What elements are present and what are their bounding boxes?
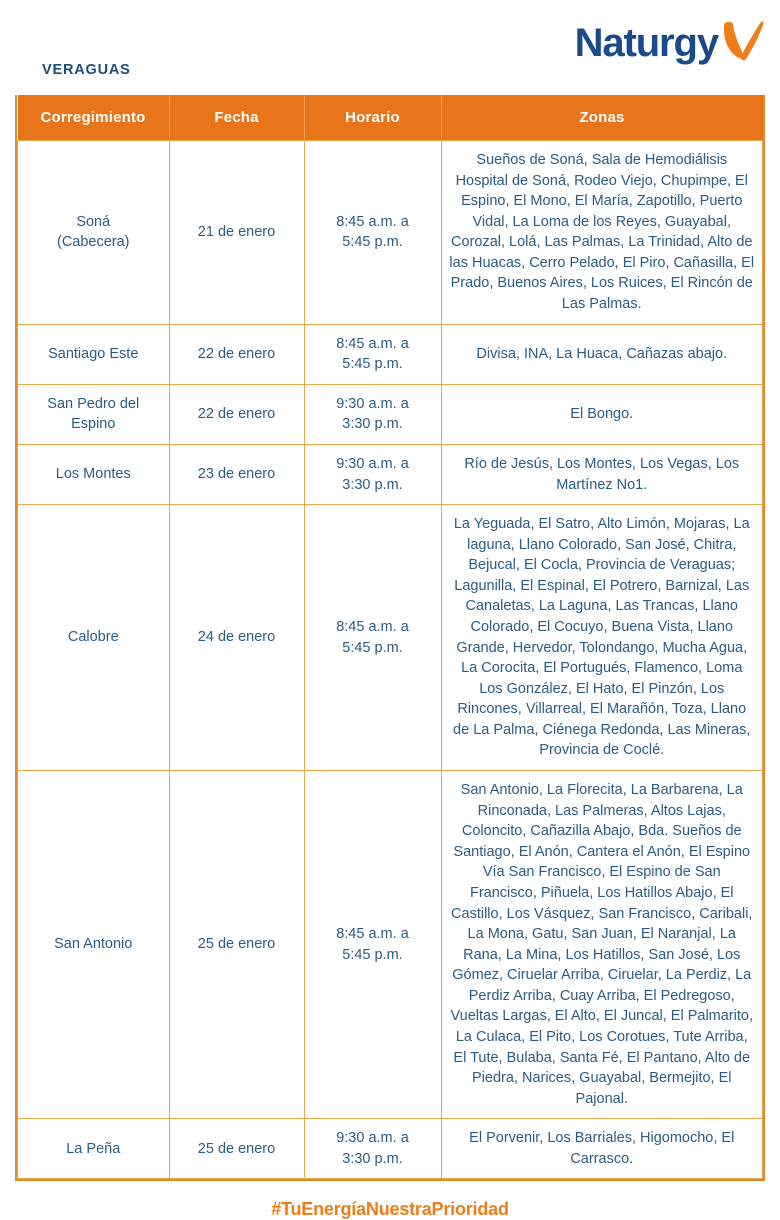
horario-line-1: 9:30 a.m. a [336,1130,409,1147]
cell-corregimiento [18,1119,170,1179]
region-title: VERAGUAS [42,62,131,78]
horario-line-1: 9:30 a.m. a [336,455,409,472]
column-header-horario: Horario [304,95,441,141]
cell-corregimiento [18,444,170,504]
table-row [18,771,763,1119]
page-header [0,0,780,95]
cell-zonas: El Porvenir, Los Barriales, Higomocho, El Carrasco. [441,1119,763,1179]
cell-fecha: 23 de enero [169,444,304,504]
corregimiento-line-1: Soná [76,213,111,230]
table-row [18,324,763,384]
cell-horario [304,384,441,444]
horario-line-1: 8:45 a.m. a [336,213,409,230]
table-body [18,141,763,1179]
cell-fecha: 22 de enero [169,384,304,444]
table-header [18,95,763,141]
horario-line-2: 3:30 p.m. [342,416,403,433]
cell-zonas: El Bongo. [441,384,763,444]
cell-zonas: San Antonio, La Florecita, La Barbarena, La Rinconada, Las Palmeras, Altos Lajas, Coloncito, Cañazilla Abajo, Bda. Sueños de Santiago, El Anón, Cantera el Anón, El Espino Vía San Francisco, El Espino de San Francisco, Piñuela, Los Hatillos Abajo, El Castillo, Los Vásquez, San Francisco, Caribali, La Mona, Gatu, San Juan, El Naranjal, La Rana, La Mina, Los Hatillos, San José, Los Gómez, Ciruelar Arriba, Ciruelar, La Perdiz, La Perdiz Arriba, Cuay Arriba, El Pedregoso, Vueltas Largas, El Alto, El Juncal, El Palmarito, La Culaca, El Pito, Los Corotues, Tute Arriba, El Tute, Bulaba, Santa Fé, El Pantano, Alto de Piedra, Narices, Guayabal, Bermejito, El Pajonal. [441,771,763,1119]
column-header-fecha: Fecha [169,95,304,141]
horario-line-2: 5:45 p.m. [342,946,403,963]
cell-fecha: 25 de enero [169,771,304,1119]
schedule-table [17,95,763,1179]
corregimiento-line-2: (Cabecera) [56,234,130,251]
corregimiento-line-1: San Antonio [54,936,133,953]
cell-corregimiento [18,384,170,444]
cell-corregimiento [18,505,170,771]
cell-horario [304,771,441,1119]
footer-hashtag: #TuEnergíaNuestraPrioridad [271,1199,509,1220]
cell-zonas: Río de Jesús, Los Montes, Los Vegas, Los Martínez No1. [441,444,763,504]
corregimiento-line-1: San Pedro del [47,395,140,412]
cell-fecha: 21 de enero [169,141,304,325]
cell-zonas: La Yeguada, El Satro, Alto Limón, Mojaras, La laguna, Llano Colorado, San José, Chitra, Bejucal, El Cocla, Provincia de Veraguas; Lagunilla, El Espinal, El Potrero, Barnizal, Las Canaletas, La Laguna, Las Trancas, Llano Colorado, El Cocuyo, Buena Vista, Llano Grande, Hervedor, Tolondango, Mucha Agua, La Corocita, El Portugués, Flamenco, Loma Los González, El Hato, El Pinzón, Los Rincones, Villarreal, El Marañón, Toza, Llano de La Palma, Ciénega Redonda, Las Mineras, Provincia de Coclé. [441,505,763,771]
cell-corregimiento [18,324,170,384]
cell-horario [304,505,441,771]
horario-line-2: 5:45 p.m. [342,639,403,656]
cell-horario [304,444,441,504]
table-row [18,141,763,325]
horario-line-1: 9:30 a.m. a [336,395,409,412]
cell-corregimiento [18,771,170,1119]
cell-horario [304,141,441,325]
cell-fecha: 25 de enero [169,1119,304,1179]
horario-line-2: 5:45 p.m. [342,356,403,373]
cell-horario [304,324,441,384]
cell-horario [304,1119,441,1179]
cell-fecha: 24 de enero [169,505,304,771]
horario-line-2: 3:30 p.m. [342,476,403,493]
horario-line-1: 8:45 a.m. a [336,926,409,943]
column-header-zonas: Zonas [441,95,763,141]
corregimiento-line-2: Espino [71,416,116,433]
cell-zonas: Divisa, INA, La Huaca, Cañazas abajo. [441,324,763,384]
cell-fecha: 22 de enero [169,324,304,384]
horario-line-1: 8:45 a.m. a [336,335,409,352]
table-row [18,505,763,771]
cell-corregimiento [18,141,170,325]
horario-line-2: 3:30 p.m. [342,1150,403,1167]
logo-wordmark: Naturgy [574,21,718,65]
corregimiento-line-1: Santiago Este [48,345,139,362]
corregimiento-line-1: Los Montes [55,466,131,483]
cell-zonas: Sueños de Soná, Sala de Hemodiálisis Hospital de Soná, Rodeo Viejo, Chupimpe, El Espino, El Mono, El María, Zapotillo, Puerto Vidal, La Loma de los Reyes, Guayabal, Corozal, Lolá, Las Palmas, La Trinidad, Alto de las Huacas, Cerro Pelado, El Piro, Cañasilla, El Prado, Buenos Aires, Los Ruices, El Rincón de Las Palmas. [441,141,763,325]
corregimiento-line-1: Calobre [67,629,119,646]
table-header-row [18,95,763,141]
column-header-corregimiento: Corregimiento [18,95,170,141]
naturgy-logo [575,17,764,69]
table-row [18,1119,763,1179]
naturgy-flame-icon [720,19,764,67]
corregimiento-line-1: La Peña [66,1140,121,1157]
schedule-table-wrapper [15,95,765,1181]
table-row [18,384,763,444]
table-row [18,444,763,504]
horario-line-1: 8:45 a.m. a [336,618,409,635]
horario-line-2: 5:45 p.m. [342,234,403,251]
